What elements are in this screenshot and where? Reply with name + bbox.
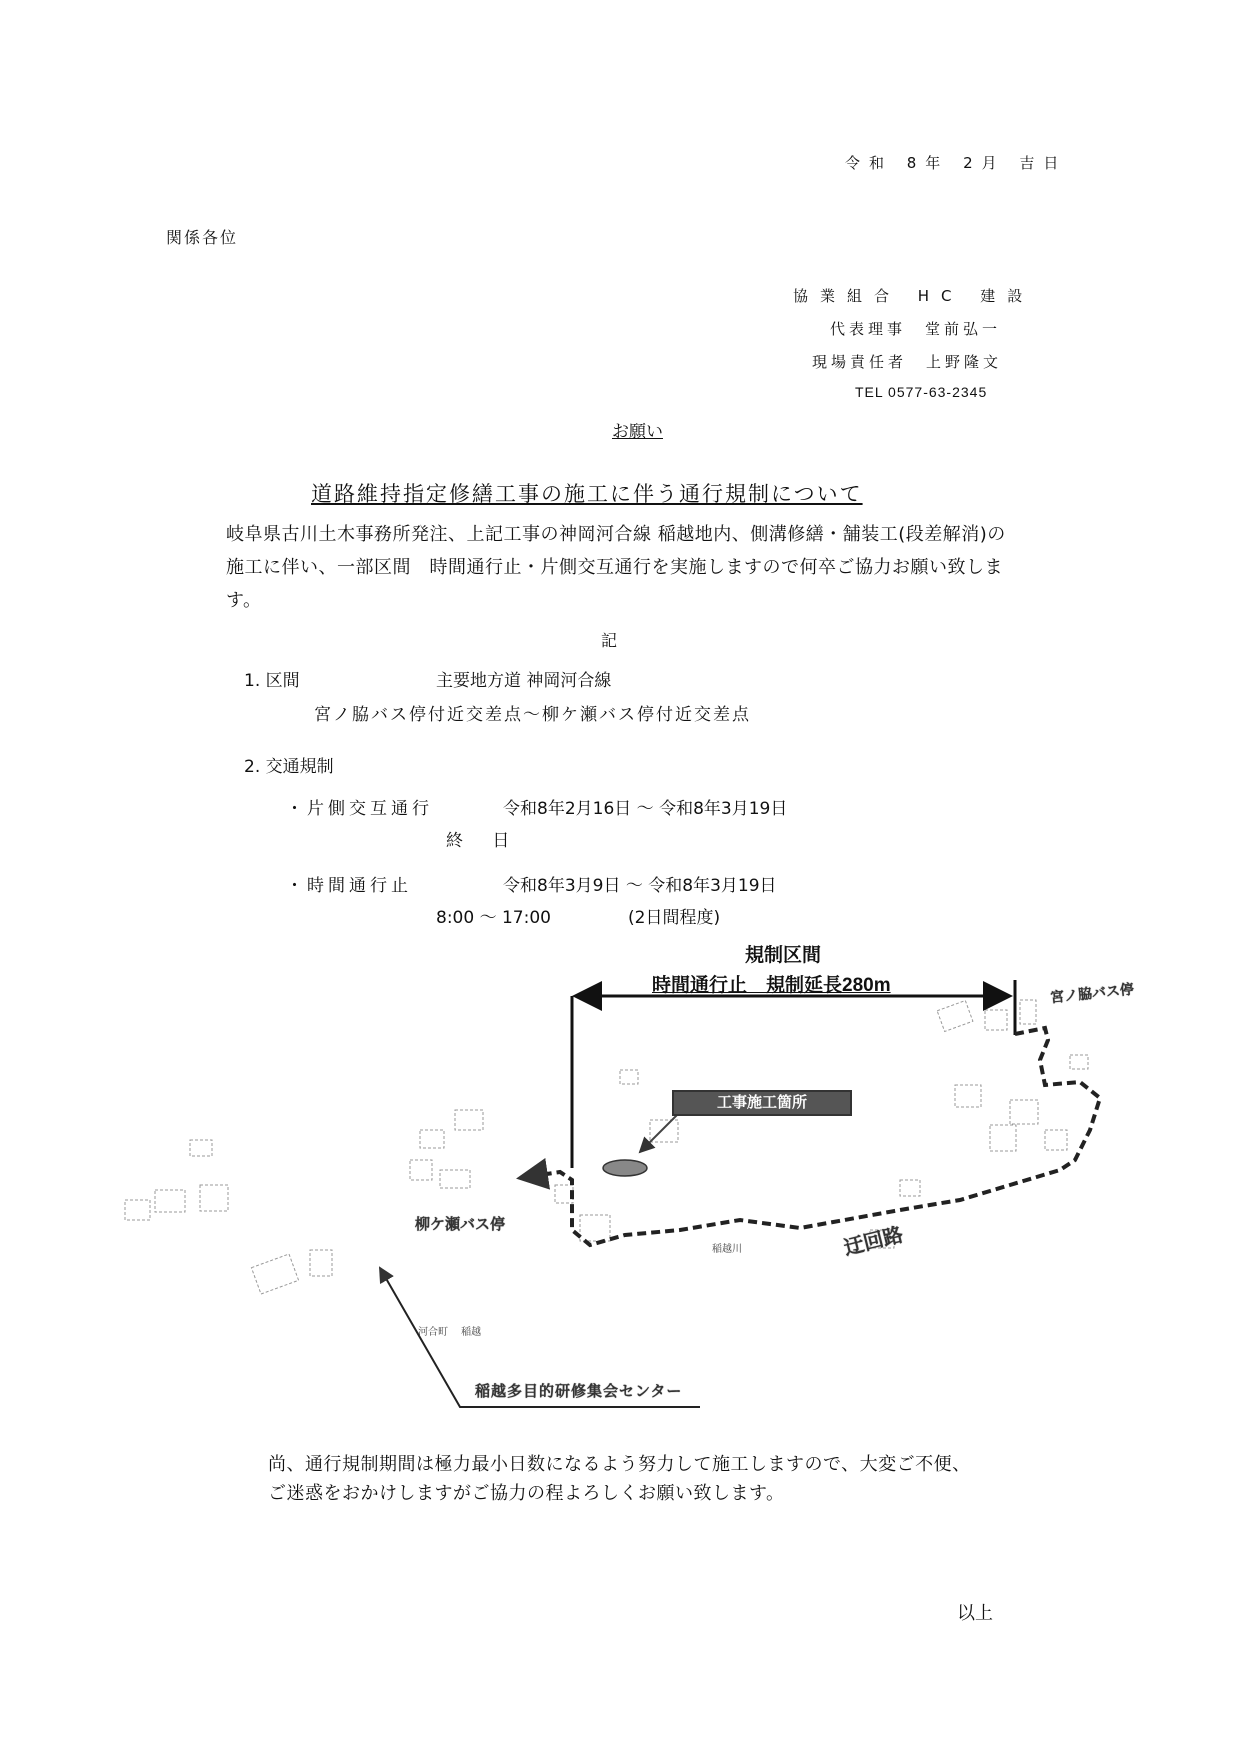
regulation-note: (2日間程度) bbox=[628, 908, 721, 928]
detour-label: 迂回路 bbox=[841, 1223, 906, 1260]
bus-stop-west-label: 柳ケ瀬バス停 bbox=[415, 1216, 506, 1233]
document-title: 道路維持指定修繕工事の施工に伴う通行規制について bbox=[311, 482, 863, 506]
document-date: 令和 8年 2月 吉日 bbox=[845, 154, 1068, 172]
regulation-period: 令和8年3月9日 ～ 令和8年3月19日 bbox=[503, 876, 777, 896]
sender-tel: TEL 0577-63-2345 bbox=[855, 384, 988, 400]
facility-label: 稲越多目的研修集会センター bbox=[475, 1383, 683, 1400]
section1-label: 1. 区間 bbox=[244, 671, 300, 691]
map-subtitle: 時間通行止 規制延長280m bbox=[652, 975, 891, 996]
work-site-callout: 工事施工箇所 bbox=[672, 1090, 852, 1116]
ki-marker: 記 bbox=[601, 631, 618, 650]
section2-label: 2. 交通規制 bbox=[244, 757, 334, 777]
sender-representative: 代表理事 堂前弘一 bbox=[830, 320, 1002, 338]
detour-route bbox=[520, 1028, 1100, 1245]
recipient: 関係各位 bbox=[166, 228, 239, 247]
bus-stop-east-label: 宮ノ脇バス停 bbox=[1049, 980, 1135, 1006]
section1-range: 宮ノ脇バス停付近交差点～柳ケ瀬バス停付近交差点 bbox=[314, 705, 751, 725]
callout-pointer bbox=[640, 1112, 680, 1152]
regulation-type: ・時間通行止 bbox=[286, 876, 412, 896]
building-outlines bbox=[125, 1000, 1088, 1294]
end-marker: 以上 bbox=[957, 1603, 993, 1624]
regulation-type: ・片側交互通行 bbox=[286, 799, 433, 819]
body-paragraph: 岐阜県古川土木事務所発注、上記工事の神岡河合線 稲越地内、側溝修繕・舗装工(段差解消)の施工に伴い、一部区間 時間通行止・片側交互通行を実施しますので何卒ご協力お願い致します。 bbox=[226, 524, 1006, 611]
work-site-marker bbox=[603, 1160, 647, 1176]
regulation-time: 8:00 ～ 17:00 bbox=[436, 908, 551, 928]
closing-paragraph: 尚、通行規制期間は極力最小日数になるよう努力して施工しますので、大変ご不便、ご迷惑をおかけしますがご協力の程よろしくお願い致します。 bbox=[268, 1454, 971, 1504]
request-heading: お願い bbox=[612, 422, 663, 442]
map-title: 規制区間 bbox=[745, 945, 822, 966]
river-label: 稲越川 bbox=[712, 1244, 742, 1255]
sender-organization: 協業組合 HC 建設 bbox=[793, 287, 1035, 305]
regulation-time: 終 日 bbox=[446, 831, 522, 851]
section1-road: 主要地方道 神岡河合線 bbox=[436, 671, 612, 691]
regulation-period: 令和8年2月16日 ～ 令和8年3月19日 bbox=[503, 799, 788, 819]
place-label: 河合町 稲越 bbox=[418, 1327, 482, 1338]
sender-site-manager: 現場責任者 上野隆文 bbox=[812, 353, 1003, 371]
